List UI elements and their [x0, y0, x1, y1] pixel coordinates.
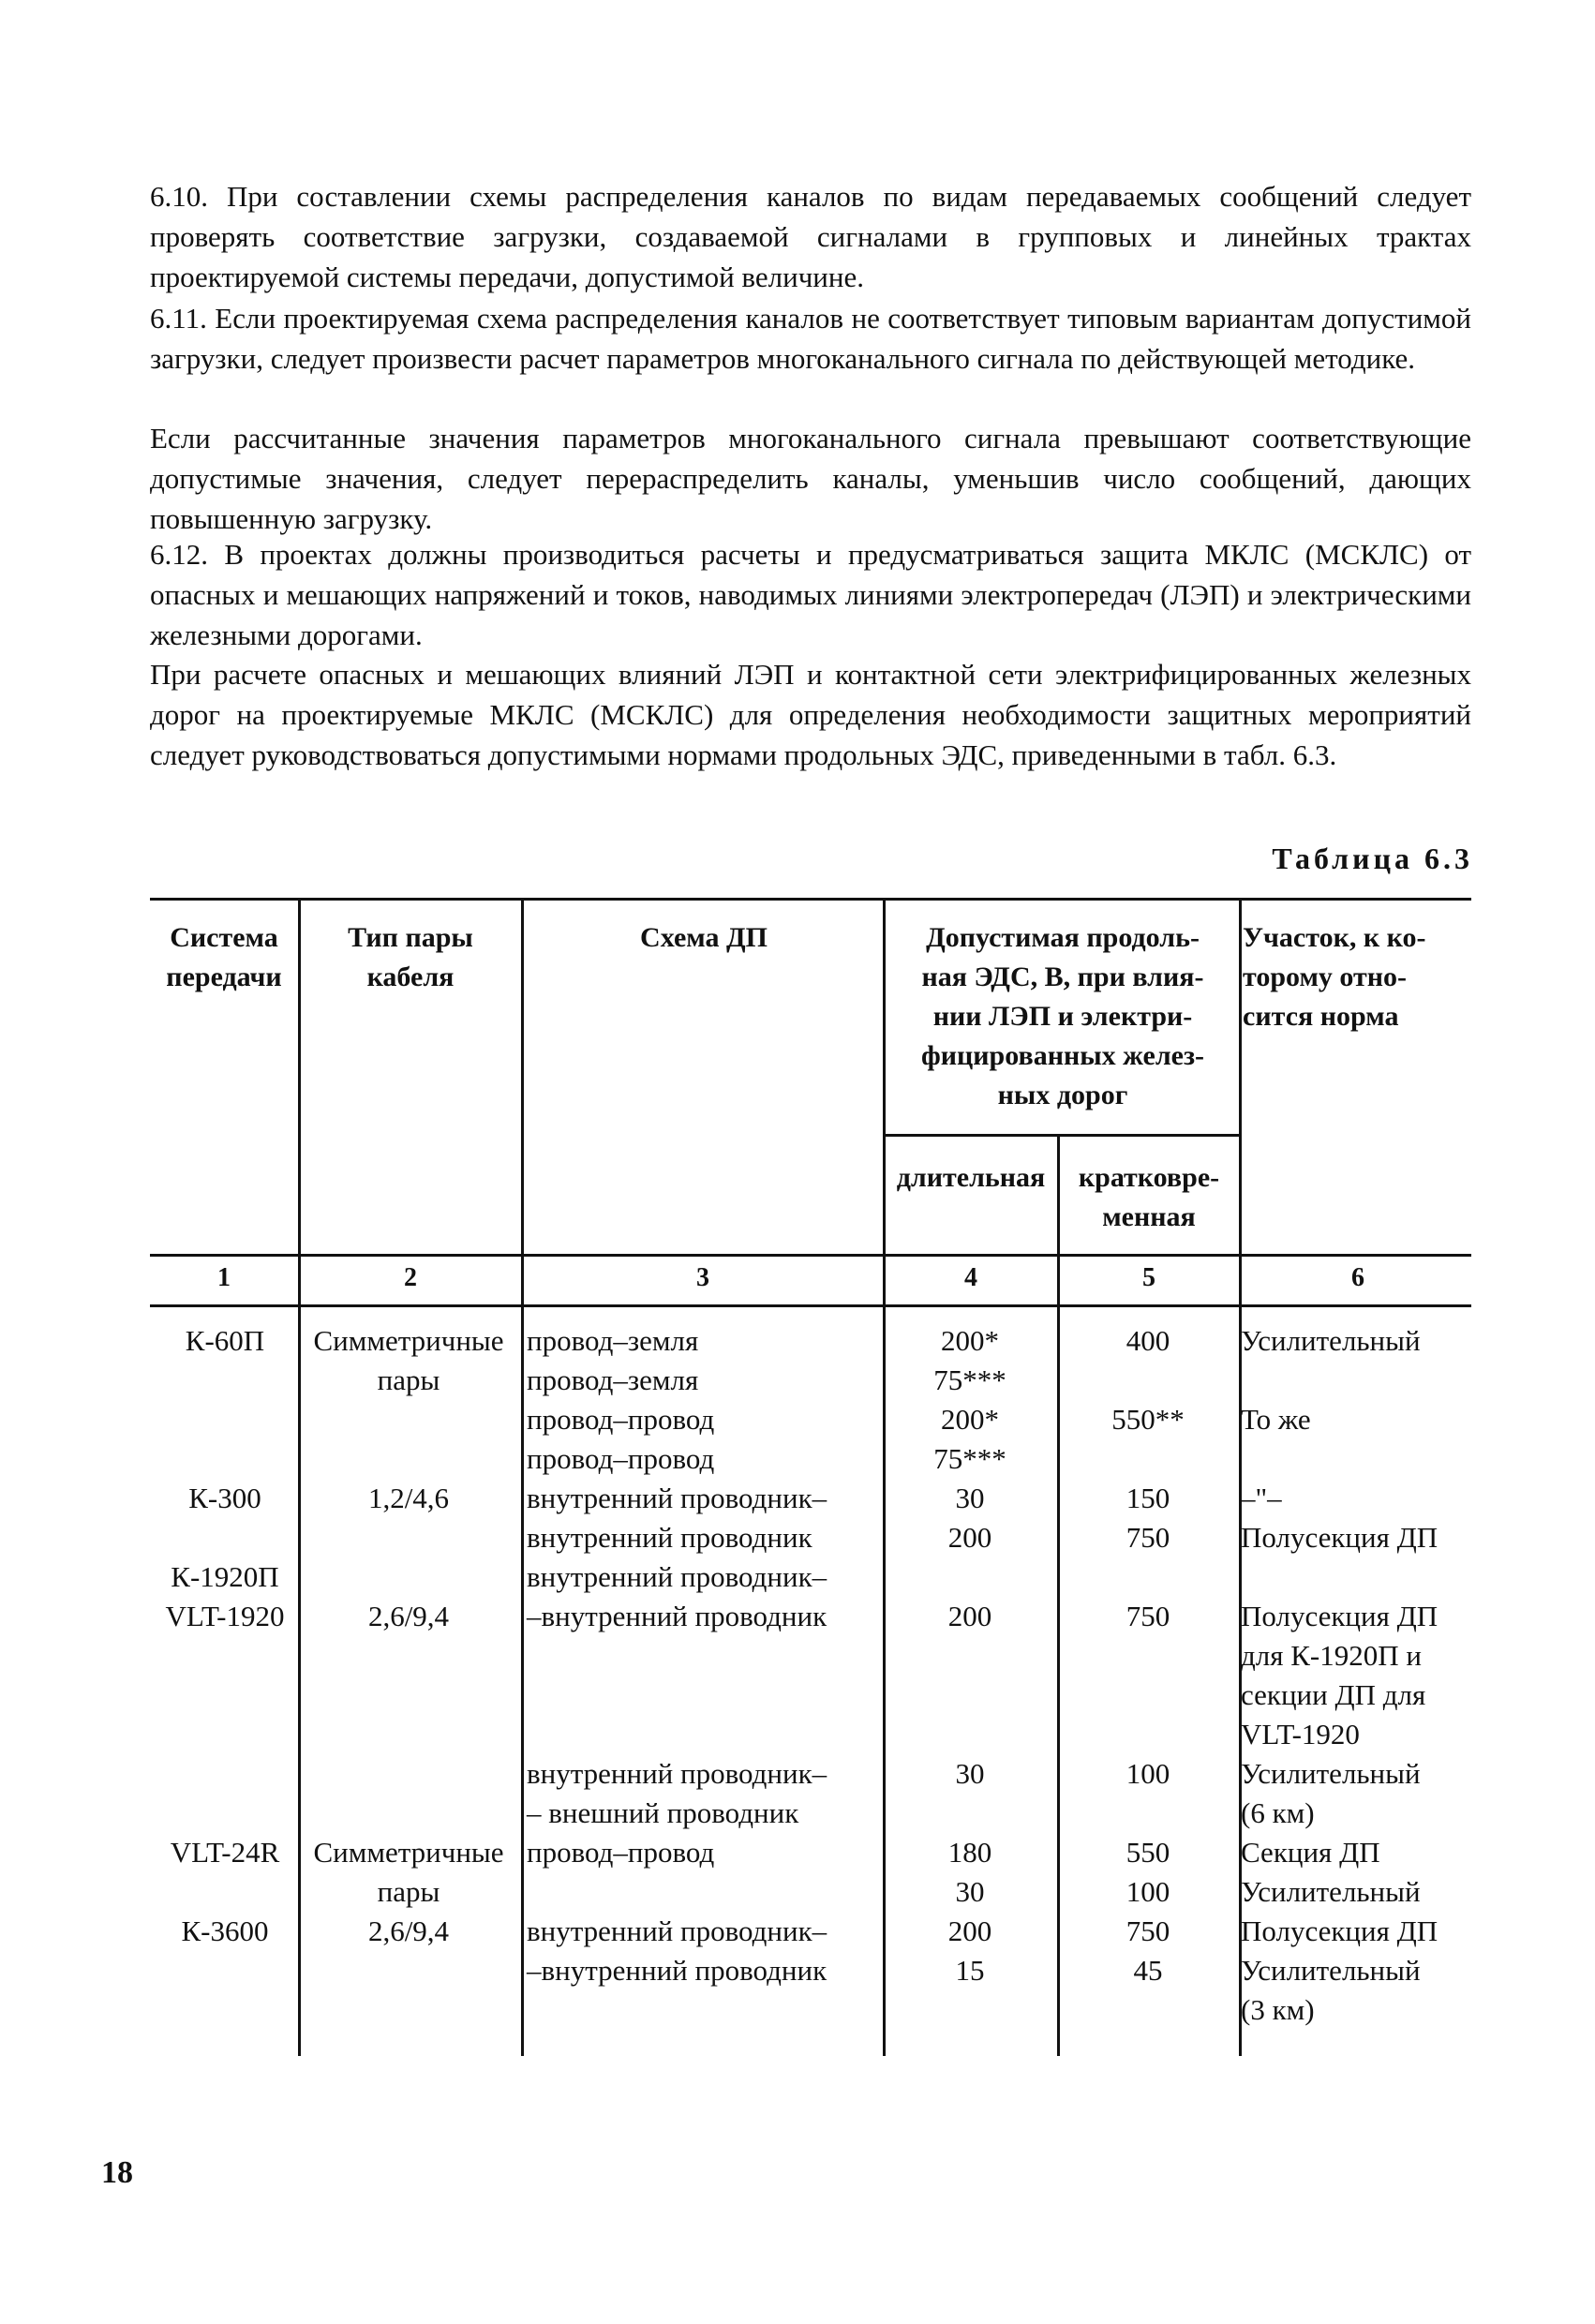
header-allowed-emf: [885, 918, 1241, 1115]
system-cell: К-1920П: [171, 1560, 279, 1593]
paragraph-6-12: 6.12. В проектах должны производиться расчеты и предусматриваться защита МКЛС (МСКЛС) от опасных и мешающих напряжений и токов, наводимых линиями электропередач (ЛЭП) и электрическими железными дорогами.: [150, 538, 1471, 651]
short-emf-cell: 750: [1125, 1914, 1170, 1947]
long-emf-cell: 75***: [933, 1363, 1006, 1396]
long-emf-cell: 15: [955, 1954, 985, 1987]
table-top-border: [150, 898, 1471, 901]
long-emf-cell: 30: [955, 1875, 985, 1908]
pair-type-cell: пары: [377, 1363, 440, 1396]
pair-type-cell: 2,6/9,4: [367, 1600, 450, 1632]
header-bottom-border: [150, 1254, 1471, 1257]
section-cell: Полусекция ДП: [1241, 1914, 1438, 1947]
scheme-cell: внутренний проводник–: [527, 1757, 827, 1790]
header-scheme: Схема ДП: [640, 922, 768, 953]
colnum-1: 1: [217, 1263, 231, 1292]
header-section-line1: Участок, к ко-: [1243, 922, 1426, 953]
long-emf-cell: 200: [947, 1600, 992, 1632]
short-emf-cell: 750: [1125, 1600, 1170, 1632]
short-emf-cell: 550**: [1111, 1403, 1185, 1436]
short-emf-cell: 45: [1133, 1954, 1163, 1987]
pair-type-cell: Симметричные: [313, 1836, 504, 1869]
system-cell: К-300: [188, 1482, 261, 1514]
scheme-cell: внутренний проводник–: [527, 1560, 827, 1593]
pair-type-cell: 2,6/9,4: [367, 1914, 450, 1947]
long-emf-cell: 75***: [933, 1442, 1006, 1475]
header-long-term: длительная: [896, 1162, 1046, 1193]
system-cell: VLT-1920: [165, 1600, 285, 1632]
long-emf-cell: 200*: [941, 1403, 999, 1436]
colnum-5: 5: [1142, 1263, 1155, 1292]
short-emf-cell: 400: [1125, 1324, 1170, 1357]
scheme-cell: провод–провод: [527, 1836, 715, 1869]
header-short-term-line1: кратковре-: [1078, 1162, 1220, 1193]
short-emf-cell: 750: [1125, 1521, 1170, 1554]
header-short-term: [1059, 1158, 1239, 1237]
section-cell: Полусекция ДП: [1241, 1600, 1438, 1632]
scheme-cell: внутренний проводник: [527, 1521, 812, 1554]
table-caption: Таблица 6.3: [1272, 842, 1473, 875]
paragraph-recalculation: Если рассчитанные значения параметров многоканального сигнала превышают соответствующие допустимые значения, следует перераспределить каналы, уменьшив число сообщений, дающих повышенную загрузку.: [150, 422, 1471, 535]
subheader-divider: [886, 1134, 1242, 1137]
long-emf-cell: 200*: [941, 1324, 999, 1357]
section-cell: То же: [1241, 1403, 1311, 1436]
long-emf-cell: 200: [947, 1521, 992, 1554]
section-cell: Секция ДП: [1241, 1836, 1380, 1869]
system-cell: К-3600: [181, 1914, 269, 1947]
scheme-cell: внутренний проводник–: [527, 1482, 827, 1514]
header-section: [1243, 918, 1477, 1036]
header-emf-line2: ная ЭДС, В, при влия-: [921, 961, 1204, 992]
header-short-term-line2: менная: [1102, 1201, 1196, 1232]
short-emf-cell: 100: [1125, 1757, 1170, 1790]
long-emf-cell: 180: [947, 1836, 992, 1869]
scheme-cell: провод–земля: [527, 1363, 699, 1396]
header-emf-line4: фицированных желез-: [920, 1040, 1205, 1071]
header-system-line2: передачи: [166, 961, 282, 992]
header-emf-line1: Допустимая продоль-: [926, 922, 1200, 953]
header-emf-line5: ных дорог: [997, 1080, 1128, 1110]
section-cell: Полусекция ДП: [1241, 1521, 1438, 1554]
section-cell: для К-1920П и: [1241, 1639, 1422, 1672]
scheme-cell: –внутренний проводник: [527, 1600, 827, 1632]
section-cell: Усилительный: [1241, 1324, 1421, 1357]
short-emf-cell: 550: [1125, 1836, 1170, 1869]
section-cell: секции ДП для: [1241, 1678, 1426, 1711]
scheme-cell: провод–провод: [527, 1403, 715, 1436]
colnum-2: 2: [404, 1263, 417, 1292]
header-section-line3: сится норма: [1243, 1001, 1399, 1032]
system-cell: К-60П: [185, 1324, 265, 1357]
colnum-bottom-border: [150, 1304, 1471, 1307]
section-cell: (6 км): [1241, 1796, 1315, 1829]
long-emf-cell: 30: [955, 1757, 985, 1790]
scheme-cell: провод–земля: [527, 1324, 699, 1357]
colnum-4: 4: [964, 1263, 977, 1292]
header-system: [150, 918, 298, 997]
header-section-line2: торому отно-: [1243, 961, 1408, 992]
long-emf-cell: 200: [947, 1914, 992, 1947]
colnum-6: 6: [1351, 1263, 1364, 1292]
long-emf-cell: 30: [955, 1482, 985, 1514]
header-pair-type: [300, 918, 521, 997]
section-cell: (3 км): [1241, 1993, 1315, 2026]
header-pair-type-line2: кабеля: [366, 961, 455, 992]
short-emf-cell: 100: [1125, 1875, 1170, 1908]
scheme-cell: –внутренний проводник: [527, 1954, 827, 1987]
section-cell: Усилительный: [1241, 1954, 1421, 1987]
colnum-3: 3: [696, 1263, 709, 1292]
col-divider-2: [521, 900, 524, 2056]
system-cell: VLT-24R: [170, 1836, 280, 1869]
pair-type-cell: пары: [377, 1875, 440, 1908]
paragraph-influence-calculation: При расчете опасных и мешающих влияний ЛЭП и контактной сети электрифицированных железных дорог на проектируемые МКЛС (МСКЛС) для определения необходимости защитных мероприятий следует руководствоваться допустимыми нормами продольных ЭДС, приведенными в табл. 6.3.: [150, 658, 1471, 771]
paragraph-6-11: 6.11. Если проектируемая схема распределения каналов не соответствует типовым вариантам допустимой загрузки, следует произвести расчет параметров многоканального сигнала по действующей методике.: [150, 302, 1471, 375]
header-emf-line3: нии ЛЭП и электри-: [932, 1001, 1193, 1032]
section-cell: VLT-1920: [1241, 1718, 1360, 1750]
pair-type-cell: Симметричные: [313, 1324, 504, 1357]
pair-type-cell: 1,2/4,6: [367, 1482, 450, 1514]
section-cell: Усилительный: [1241, 1875, 1421, 1908]
scheme-cell: провод–провод: [527, 1442, 715, 1475]
scheme-cell: – внешний проводник: [527, 1796, 799, 1829]
paragraph-6-10: 6.10. При составлении схемы распределения каналов по видам передаваемых сообщений следует проверять соответствие загрузки, создаваемой сигналами в групповых и линейных трактах проектируемой системы передачи, допустимой величине.: [150, 180, 1471, 293]
header-pair-type-line1: Тип пары: [348, 922, 473, 953]
scheme-cell: внутренний проводник–: [527, 1914, 827, 1947]
header-system-line1: Система: [170, 922, 278, 953]
page-number: 18: [101, 2155, 133, 2190]
short-emf-cell: 150: [1125, 1482, 1170, 1514]
section-cell: Усилительный: [1241, 1757, 1421, 1790]
section-cell: –"–: [1241, 1482, 1282, 1514]
